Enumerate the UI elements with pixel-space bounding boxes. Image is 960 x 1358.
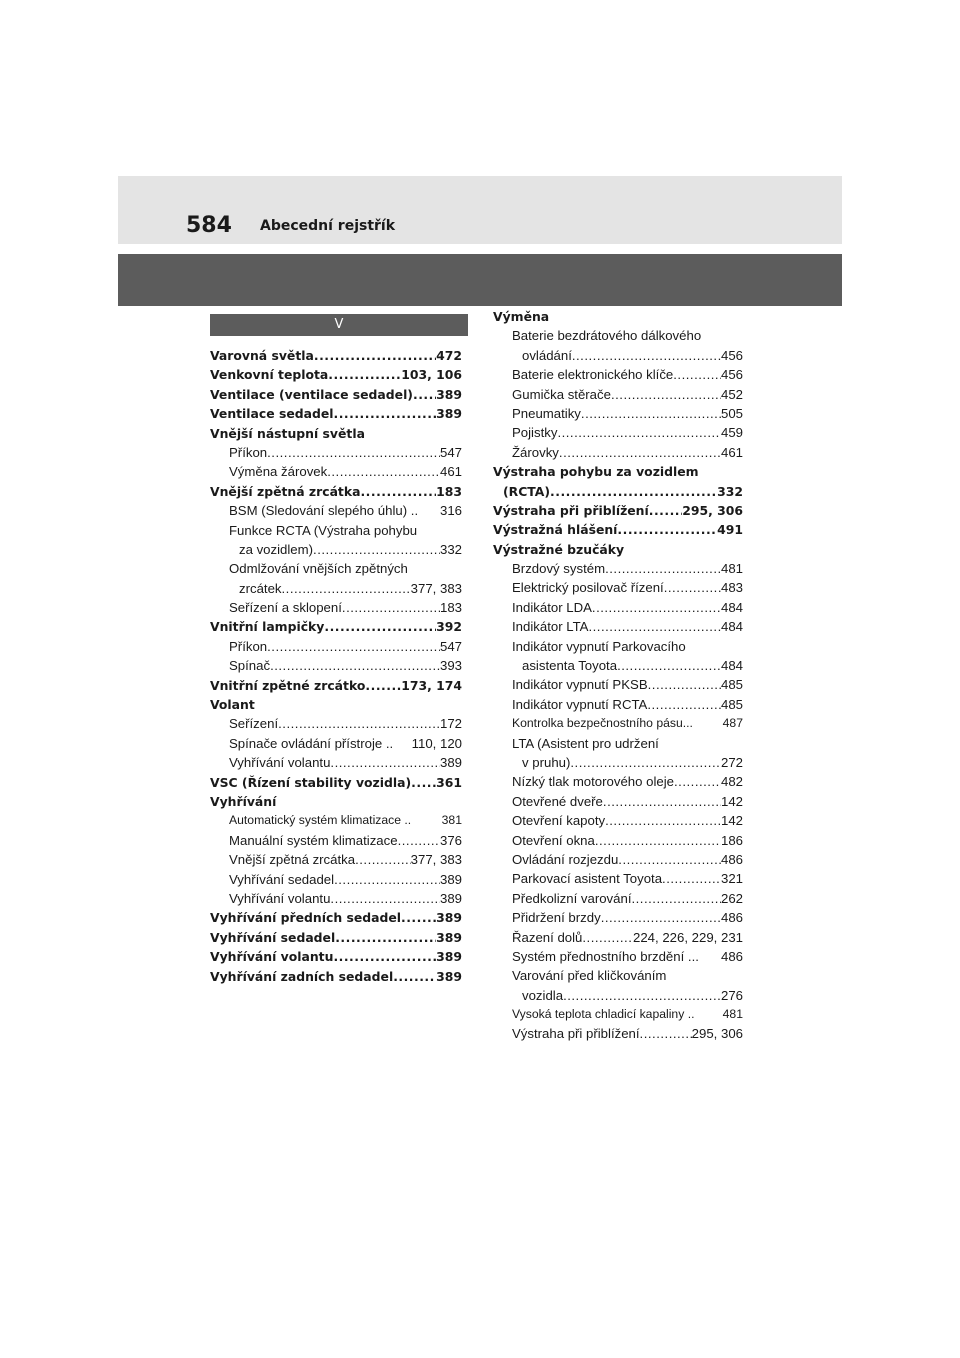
entry-text: Elektrický posilovač řízení [512,580,664,596]
index-entry [210,734,462,753]
entry-text: Systém přednostního brzdění ... [512,948,699,964]
page-reference: 485 [720,696,743,712]
index-entry [493,928,743,947]
dot-leader [618,850,721,869]
index-entry [210,346,462,365]
entry-text: Vyhřívání sedadel [210,929,336,945]
entry-text: Baterie bezdrátového dálkového [512,328,702,344]
dot-leader [649,501,683,520]
dot-leader [673,365,721,384]
dot-leader [662,869,721,888]
page-reference: 486 [720,910,743,926]
index-entry [493,889,743,908]
dot-leader [365,676,401,695]
dot-leader [413,385,436,404]
page-reference: 186 [720,832,743,848]
dot-leader [605,811,721,830]
index-entry [493,482,743,501]
index-entry [493,850,743,869]
page-reference: 485 [720,677,743,693]
index-entry [493,734,743,753]
entry-text: Odmlžování vnějších zpětných [229,561,408,577]
dot-leader [581,404,721,423]
page-reference: 377, 383 [410,852,462,868]
index-entry [210,404,462,423]
page-reference: 295, 306 [682,502,743,518]
page-reference: 295, 306 [691,1026,743,1042]
index-entry [493,462,743,481]
dot-leader [411,773,436,792]
index-entry [493,675,743,694]
page-reference: 486 [720,851,743,867]
index-entry [493,966,743,985]
index-entry [210,424,462,443]
page-reference: 183 [436,483,462,499]
index-entry [210,365,462,384]
entry-text: Baterie elektronického klíče [512,367,674,383]
entry-text: Výměna žárovek [229,464,328,480]
entry-text: Indikátor vypnutí PKSB [512,677,648,693]
page-reference: 332 [717,483,743,499]
index-entry [493,365,743,384]
entry-text: Vyhřívání zadních sedadel [210,968,394,984]
page-reference: 461 [439,464,462,480]
page-reference: 389 [436,386,462,402]
page-reference: 103, 106 [401,367,462,383]
page-reference: 486 [720,948,743,964]
entry-text: Venkovní teplota [210,367,329,383]
entry-text: BSM (Sledování slepého úhlu) .. [229,503,419,519]
index-entry [210,908,462,927]
index-entry [493,404,743,423]
index-entry [493,423,743,442]
dot-leader [563,986,721,1005]
page-reference: 183 [439,600,462,616]
index-entry [210,695,462,714]
index-column-right [493,307,743,1044]
entry-text: Varování před kličkováním [512,968,667,984]
dot-leader [559,443,721,462]
dot-leader [330,889,440,908]
entry-text: Seřízení a sklopení [229,600,342,616]
entry-text: Vyhřívání volantu [229,755,331,771]
index-entry [493,656,743,675]
entry-text: vozidla [522,987,564,1003]
index-entry [210,559,462,578]
entry-text: Ovládání rozjezdu [512,851,619,867]
entry-text: Manuální systém klimatizace [229,832,398,848]
entry-text: Ventilace (ventilace sedadel) [210,386,413,402]
page-reference: 381 [441,813,462,828]
page-reference: 224, 226, 229, 231 [633,929,743,945]
entry-text: Ventilace sedadel [210,406,334,422]
dot-leader [313,540,440,559]
entry-text: Indikátor LTA [512,619,589,635]
dot-leader [282,579,411,598]
entry-text: Příkon [229,638,268,654]
page-reference: 389 [439,871,462,887]
dot-leader [401,908,436,927]
index-entry [493,831,743,850]
page-reference: 393 [439,658,462,674]
page-reference: 452 [720,386,743,402]
entry-text: Indikátor vypnutí Parkovacího [512,638,686,654]
dot-leader [335,928,436,947]
entry-text: Kontrolka bezpečnostního pásu... [512,716,693,731]
page-reference: 481 [720,561,743,577]
page-reference: 142 [720,813,743,829]
index-entry [493,908,743,927]
page-reference: 456 [720,347,743,363]
entry-text: Volant [210,697,255,713]
index-entry [493,385,743,404]
index-entry [210,598,462,617]
index-entry [210,792,462,811]
page-reference: 172 [439,716,462,732]
index-entry [493,792,743,811]
dot-leader [334,870,440,889]
page-reference: 484 [720,658,743,674]
dot-leader [595,831,721,850]
entry-text: Brzdový systém [512,561,606,577]
entry-text: Parkovací asistent Toyota [512,871,663,887]
entry-text: Vyhřívání předních sedadel [210,910,401,926]
index-entry [210,579,462,598]
dot-leader [640,1024,692,1043]
entry-text: Indikátor vypnutí RCTA [512,696,648,712]
entry-text: Otevřené dveře [512,793,603,809]
dot-leader [270,656,440,675]
dot-leader [605,559,721,578]
index-entry [493,559,743,578]
index-entry [210,870,462,889]
dot-leader [393,967,436,986]
page-reference: 389 [439,755,462,771]
dot-leader [570,753,721,772]
index-entry [493,617,743,636]
page-reference: 392 [436,619,462,635]
page-reference: 389 [436,929,462,945]
entry-text: Výstraha pohybu za vozidlem [493,464,699,480]
page-reference: 276 [720,987,743,1003]
page-reference: 456 [720,367,743,383]
entry-text: Nízký tlak motorového oleje [512,774,674,790]
page-reference: 316 [439,503,462,519]
page-reference: 142 [720,793,743,809]
page-number: 584 [186,213,232,238]
entry-text: Automatický systém klimatizace .. [229,813,412,828]
index-entry [493,326,743,345]
dot-leader [648,675,721,694]
page-reference: 389 [436,406,462,422]
section-title: Abecední rejstřík [260,218,396,234]
entry-text: Vnější nástupní světla [210,425,365,441]
dot-leader [611,385,721,404]
page-reference: 482 [720,774,743,790]
dot-leader [328,365,401,384]
index-entry [493,695,743,714]
entry-text: Otevření kapoty [512,813,606,829]
index-entry [210,928,462,947]
entry-text: Výstraha při přiblížení [512,1026,640,1042]
dot-leader [582,928,633,947]
index-entry [493,986,743,1005]
index-entry [493,443,743,462]
index-entry [210,482,462,501]
entry-text: Funkce RCTA (Výstraha pohybu [229,522,418,538]
page-reference: 483 [720,580,743,596]
page-reference: 173, 174 [401,677,462,693]
dot-leader [617,656,721,675]
entry-text: za vozidlem) [239,541,314,557]
page-reference: 389 [436,910,462,926]
entry-text: Vyhřívání volantu [229,890,331,906]
page-reference: 376 [439,832,462,848]
index-entry [210,540,462,559]
entry-text: VSC (Řízení stability vozidla) [210,774,412,790]
dot-leader [617,520,717,539]
entry-text: Pneumatiky [512,405,581,421]
entry-text: asistenta Toyota [522,658,618,674]
index-entry [210,831,462,850]
index-entry [210,967,462,986]
dot-leader [342,598,440,617]
page-reference: 484 [720,619,743,635]
index-entry [210,462,462,481]
index-entry [493,869,743,888]
index-entry [210,889,462,908]
page-reference: 487 [722,716,743,731]
entry-text: Výměna [493,309,550,324]
index-entry [210,811,462,830]
index-entry [210,753,462,772]
entry-text: Spínač [229,658,271,674]
page-reference: 484 [720,599,743,615]
page-reference: 377, 383 [410,580,462,596]
index-entry [210,385,462,404]
index-entry [493,811,743,830]
entry-text: Vnější zpětná zrcátka [210,483,361,499]
page-reference: 361 [436,774,462,790]
index-entry [493,714,743,733]
index-entry [493,637,743,656]
dot-leader [360,482,436,501]
index-entry [493,947,743,966]
entry-text: Vnější zpětná zrcátka [229,852,356,868]
page-reference: 547 [439,444,462,460]
page-reference: 481 [722,1007,743,1022]
index-entry [210,947,462,966]
entry-text: Příkon [229,444,268,460]
entry-text: Vysoká teplota chladicí kapaliny .. [512,1007,695,1022]
page-reference: 321 [720,871,743,887]
letter-heading: V [210,314,468,336]
index-entry [210,521,462,540]
dot-leader [333,947,436,966]
dot-leader [631,889,721,908]
dot-leader [674,772,721,791]
dot-leader [557,423,721,442]
page-reference: 262 [720,890,743,906]
index-entry [493,598,743,617]
dot-leader [588,617,721,636]
dot-leader [592,598,721,617]
page-reference: 389 [439,890,462,906]
page-reference: 110, 120 [411,735,462,751]
index-entry [210,637,462,656]
page-reference: 505 [720,405,743,421]
entry-text: Přidržení brzdy [512,910,601,926]
entry-text: Indikátor LDA [512,599,592,615]
entry-text: Pojistky [512,425,558,441]
dot-leader [603,792,721,811]
index-column-left [210,346,462,986]
entry-text: Řazení dolů [512,929,583,945]
page-reference: 389 [436,949,462,965]
dot-leader [324,617,436,636]
index-entry [493,1005,743,1024]
entry-text: Vyhřívání volantu [210,949,334,965]
dot-leader [330,753,440,772]
index-entry [493,346,743,365]
entry-text: LTA (Asistent pro udržení [512,735,659,751]
entry-text: Žárovky [512,444,559,460]
dot-leader [327,462,440,481]
index-entry [493,501,743,520]
entry-text: Vyhřívání sedadel [229,871,335,887]
entry-text: Výstražná hlášení [493,522,618,538]
entry-text: Předkolizní varování [512,890,632,906]
page-reference: 547 [439,638,462,654]
header-band [118,254,842,306]
entry-text: (RCTA) [503,483,551,499]
page-reference: 272 [720,754,743,770]
index-entry [210,443,462,462]
entry-text: Gumička stěrače [512,386,611,402]
entry-text: Seřízení [229,716,279,732]
index-entry [493,578,743,597]
dot-leader [601,908,721,927]
index-entry [210,656,462,675]
index-entry [493,540,743,559]
entry-text: zrcátek [239,580,282,596]
dot-leader [398,831,440,850]
entry-text: v pruhu) [522,754,571,770]
entry-text: Vyhřívání [210,793,277,809]
page-reference: 332 [439,541,462,557]
index-entry [210,773,462,792]
index-entry [493,307,743,326]
entry-text: ovládání [522,347,572,363]
dot-leader [664,578,721,597]
entry-text: Otevření okna [512,832,595,848]
dot-leader [267,637,440,656]
index-entry [210,850,462,869]
entry-text: Vnitřní lampičky [210,619,325,635]
index-entry [493,772,743,791]
entry-text: Výstražné bzučáky [493,541,625,557]
dot-leader [314,346,436,365]
index-entry [493,1024,743,1043]
entry-text: Spínače ovládání přístroje .. [229,735,394,751]
index-entry [210,617,462,636]
dot-leader [355,850,411,869]
page-reference: 389 [436,968,462,984]
entry-text: Vnitřní zpětné zrcátko [210,677,366,693]
page-reference: 472 [436,348,462,363]
index-entry [210,714,462,733]
entry-text: Varovná světla [210,348,314,363]
dot-leader [267,443,440,462]
page-reference: 461 [720,444,743,460]
dot-leader [550,482,717,501]
index-entry [493,520,743,539]
index-entry [210,676,462,695]
page-reference: 491 [717,522,743,538]
page-reference: 459 [720,425,743,441]
dot-leader [647,695,721,714]
entry-text: Výstraha při přiblížení [493,502,649,518]
dot-leader [278,714,440,733]
dot-leader [572,346,721,365]
index-entry [210,501,462,520]
index-entry [493,753,743,772]
dot-leader [334,404,437,423]
